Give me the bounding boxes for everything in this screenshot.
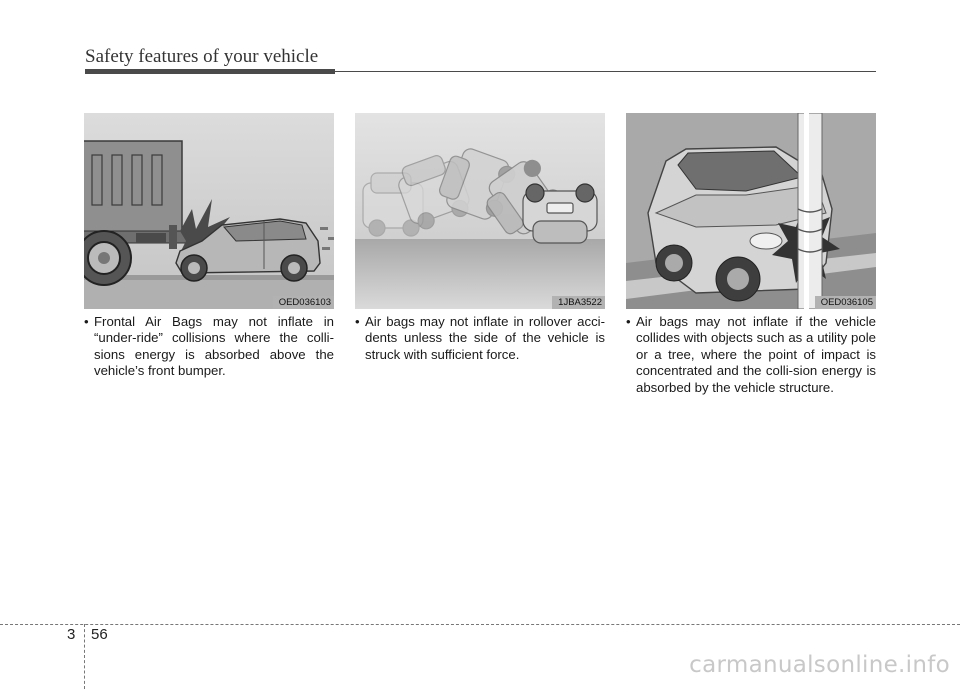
footer-divider bbox=[0, 624, 960, 625]
figure-code: 1JBA3522 bbox=[552, 296, 605, 309]
underride-illustration bbox=[84, 113, 334, 309]
figure-rollover bbox=[355, 113, 605, 309]
figure-code: OED036103 bbox=[273, 296, 334, 309]
bullet: • bbox=[355, 314, 360, 329]
caption-text: Air bags may not inflate in rollover acci-dents unless the side of the vehicle is struck with sufficient force. bbox=[365, 314, 605, 362]
caption-text: Air bags may not inflate if the vehicle collides with objects such as a utility pole or a tree, where the point of impact is concentrated and the colli-sion energy is absorbed by the vehicle structure. bbox=[636, 314, 876, 395]
footer-vertical-divider bbox=[84, 624, 85, 689]
caption-underride bbox=[84, 314, 334, 380]
caption-pole-impact bbox=[626, 314, 876, 396]
figure-pole-impact bbox=[626, 113, 876, 309]
caption-text: Frontal Air Bags may not inflate in “under-ride” collisions where the colli-sions energy is absorbed above the vehicle’s front bumper. bbox=[94, 314, 334, 379]
rollover-illustration bbox=[355, 113, 605, 309]
header-rule-bold bbox=[85, 69, 335, 74]
watermark: carmanualsonline.info bbox=[689, 652, 950, 678]
section-title: Safety features of your vehicle bbox=[85, 46, 319, 67]
figure-code: OED036105 bbox=[815, 296, 876, 309]
bullet: • bbox=[84, 314, 89, 329]
figure-underride bbox=[84, 113, 334, 309]
page-number: 56 bbox=[91, 626, 108, 643]
chapter-number: 3 bbox=[67, 626, 76, 643]
header-rule bbox=[335, 71, 876, 72]
pole-impact-illustration bbox=[626, 113, 876, 309]
bullet: • bbox=[626, 314, 631, 329]
caption-rollover bbox=[355, 314, 605, 363]
